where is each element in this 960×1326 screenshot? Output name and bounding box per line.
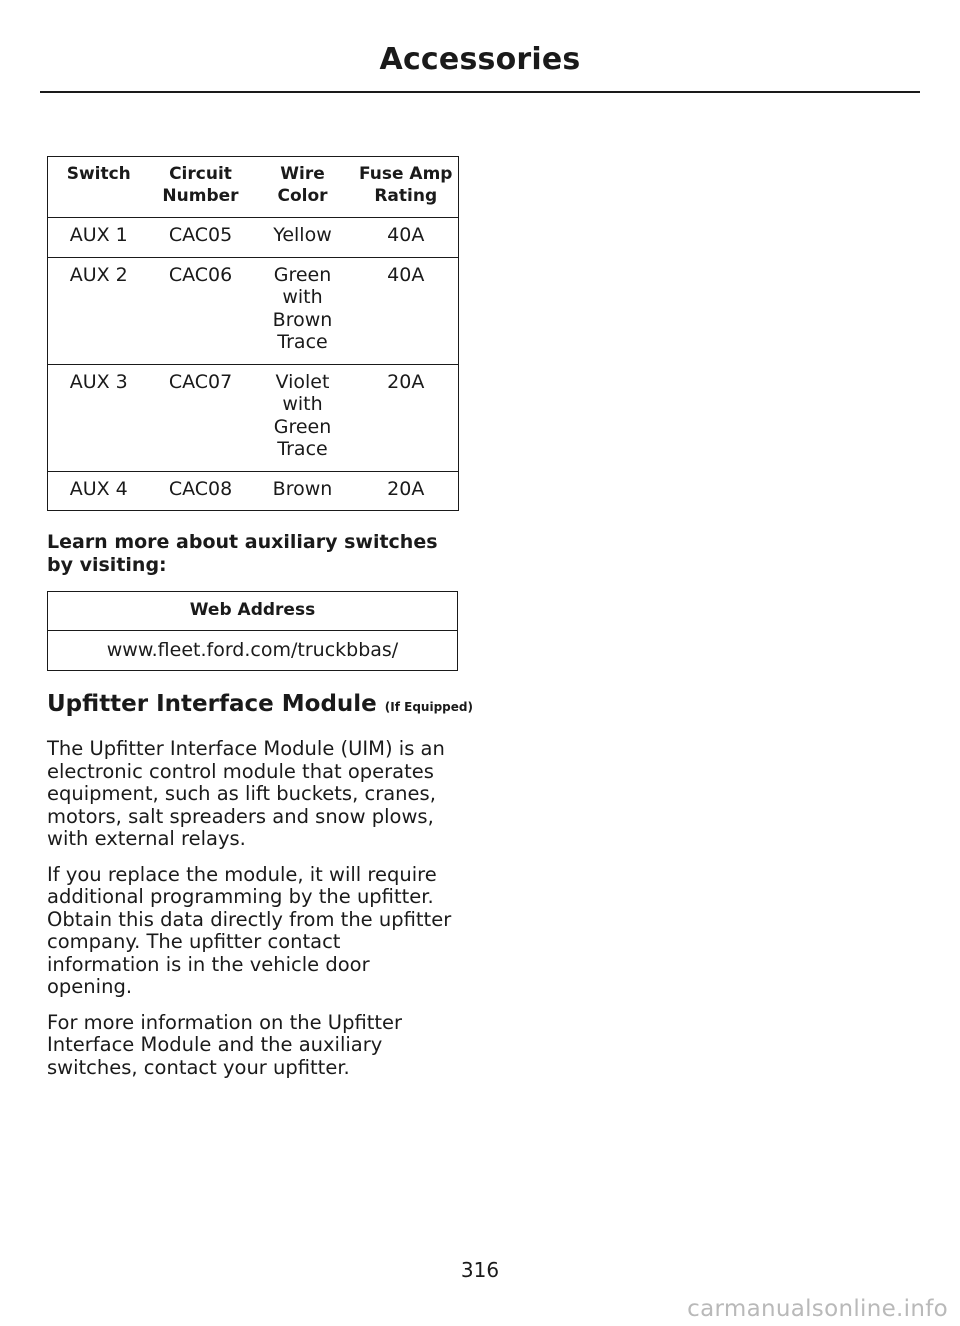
cell-wire-color: Green with Brown Trace (252, 257, 354, 364)
cell-wire-color: Violet with Green Trace (252, 364, 354, 471)
cell-fuse: 20A (354, 364, 459, 471)
cell-fuse: 40A (354, 218, 459, 258)
cell-wire-color: Brown (252, 471, 354, 511)
table-row (48, 631, 458, 671)
aux-switch-table (47, 156, 459, 511)
cell-switch: AUX 1 (48, 218, 150, 258)
body-paragraph: If you replace the module, it will require additional programming by the upfitter. Obtain this data directly from the upfitter company. The upfitter contact information is in the vehicle door opening. (47, 862, 452, 998)
body-paragraph: The Upfitter Interface Module (UIM) is an electronic control module that operates equipment, such as lift buckets, cranes, motors, salt spreaders and snow plows, with external relays. (47, 737, 445, 850)
header-divider (40, 91, 920, 93)
table-header-row (48, 592, 458, 631)
table-row (48, 218, 459, 258)
cell-fuse: 40A (354, 257, 459, 364)
table-header-row (48, 157, 459, 218)
cell-circuit: CAC07 (150, 364, 252, 471)
column-header-fuse-amp-rating: Fuse Amp Rating (354, 157, 459, 218)
cell-switch: AUX 4 (48, 471, 150, 511)
cell-switch: AUX 3 (48, 364, 150, 471)
section-title-text: Upfitter Interface Module (47, 691, 377, 717)
main-column (47, 156, 473, 1079)
cell-circuit: CAC05 (150, 218, 252, 258)
page-number: 316 (460, 1258, 500, 1282)
cell-circuit: CAC08 (150, 471, 252, 511)
upfitter-section-heading (47, 690, 473, 721)
table-row (48, 364, 459, 471)
learn-more-heading: Learn more about auxiliary switches by visiting: (47, 531, 438, 576)
page-section-title: Accessories (379, 42, 581, 77)
cell-circuit: CAC06 (150, 257, 252, 364)
table-row (48, 257, 459, 364)
web-address-value: www.fleet.ford.com/truckbbas/ (48, 631, 458, 671)
column-header-web-address: Web Address (48, 592, 458, 631)
table-row (48, 471, 459, 511)
if-equipped-qualifier: (If Equipped) (384, 700, 473, 714)
column-header-wire-color: Wire Color (252, 157, 354, 218)
body-paragraph: For more information on the Upfitter Interface Module and the auxiliary switches, contact your upfitter. (47, 1010, 403, 1079)
column-header-circuit-number: Circuit Number (150, 157, 252, 218)
web-address-table (47, 591, 458, 671)
cell-fuse: 20A (354, 471, 459, 511)
watermark: carmanualsonline.info (687, 1296, 948, 1322)
column-header-switch: Switch (48, 157, 150, 218)
cell-switch: AUX 2 (48, 257, 150, 364)
cell-wire-color: Yellow (252, 218, 354, 258)
